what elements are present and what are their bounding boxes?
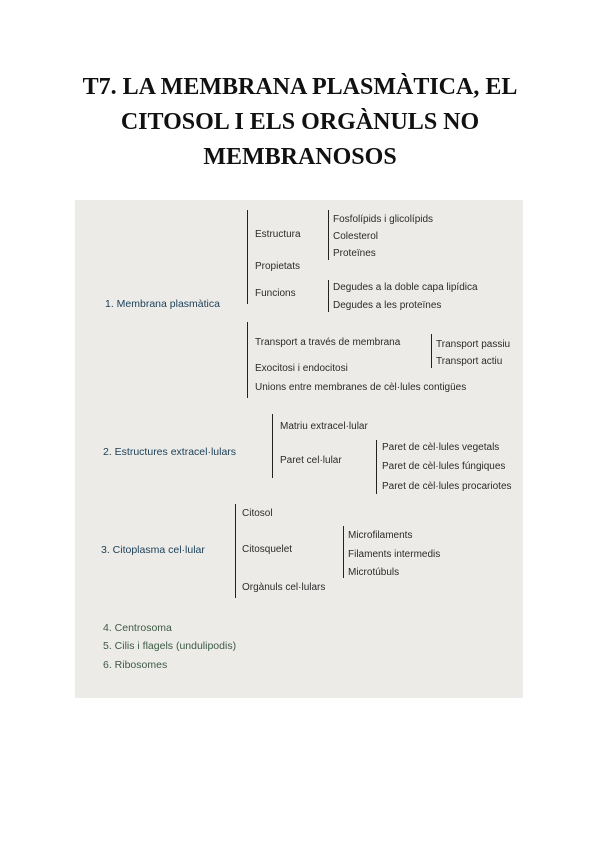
bracket-transport: [431, 334, 432, 368]
item-estructura: Estructura: [255, 229, 301, 240]
estructura-item-3: Proteïnes: [333, 248, 376, 259]
scanned-outline: [75, 200, 523, 698]
transport-item-1: Transport passiu: [436, 339, 511, 350]
estructura-item-1: Fosfolípids i glicolípids: [333, 214, 434, 225]
section-6-label: 6. Ribosomes: [103, 659, 168, 671]
paret-item-2: Paret de cèl·lules fúngiques: [382, 461, 506, 472]
paret-item-1: Paret de cèl·lules vegetals: [382, 442, 500, 453]
item-transport: Transport a través de membrana: [255, 337, 401, 348]
section-2-label: 2. Estructures extracel·lulars: [103, 446, 237, 458]
bracket-funcions: [328, 280, 329, 312]
citosquelet-item-3: Microtúbuls: [348, 567, 400, 578]
item-funcions: Funcions: [255, 288, 296, 299]
section-1-label: 1. Membrana plasmàtica: [105, 298, 220, 310]
title-line-2: CITOSOL I ELS ORGÀNULS NO: [120, 109, 480, 135]
transport-item-2: Transport actiu: [436, 356, 503, 367]
bracket-citosquelet: [343, 526, 344, 578]
item-matriu: Matriu extracel·lular: [280, 421, 368, 432]
item-propietats: Propietats: [255, 261, 301, 272]
title-line-3: MEMBRANOSOS: [203, 144, 397, 170]
item-citosol: Citosol: [242, 508, 273, 519]
item-citosquelet: Citosquelet: [242, 544, 293, 555]
item-unions: Unions entre membranes de cèl·lules contigües: [255, 382, 467, 393]
estructura-item-2: Colesterol: [333, 231, 379, 242]
section-4-label: 4. Centrosoma: [103, 622, 172, 634]
citosquelet-item-1: Microfilaments: [348, 530, 413, 541]
paret-item-3: Paret de cèl·lules procariotes: [382, 481, 512, 492]
item-paret: Paret cel·lular: [280, 455, 342, 466]
bracket-s3: [235, 504, 236, 598]
section-3-label: 3. Citoplasma cel·lular: [101, 544, 205, 556]
bracket-estructura: [328, 210, 329, 260]
citosquelet-item-2: Filaments intermedis: [348, 549, 441, 560]
section-5-label: 5. Cilis i flagels (undulipodis): [103, 640, 237, 652]
funcions-item-2: Degudes a les proteïnes: [333, 300, 442, 311]
page-title: [30, 70, 570, 175]
title-line-1: T7. LA MEMBRANA PLASMÀTICA, EL: [82, 74, 518, 100]
bracket-s2: [272, 414, 273, 478]
bracket-s1-upper: [247, 210, 248, 304]
item-organuls: Orgànuls cel·lulars: [242, 582, 326, 593]
bracket-paret: [376, 440, 377, 494]
item-exocitosi: Exocitosi i endocitosi: [255, 363, 348, 374]
funcions-item-1: Degudes a la doble capa lipídica: [333, 282, 478, 293]
bracket-s1-lower: [247, 322, 248, 398]
